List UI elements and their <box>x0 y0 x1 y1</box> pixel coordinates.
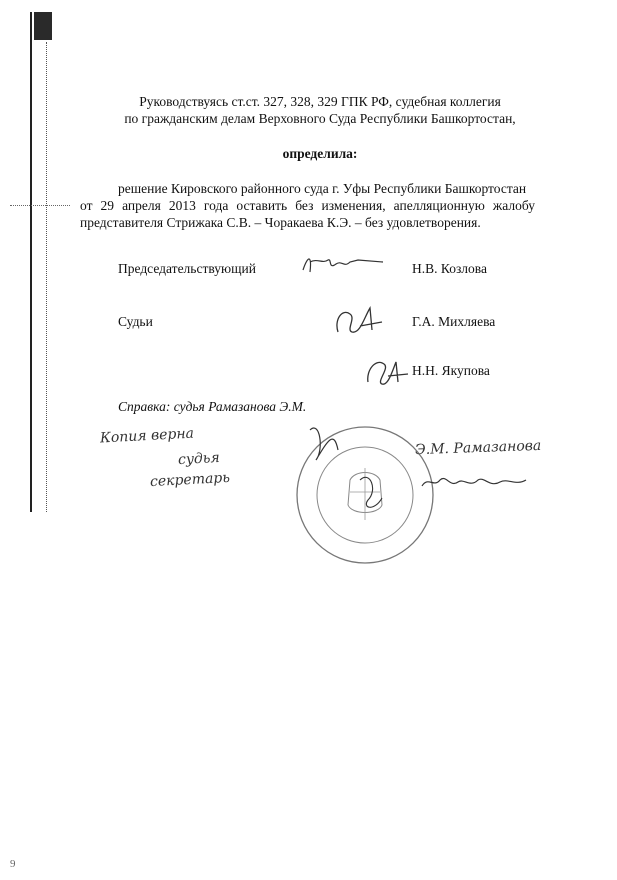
presiding-signature <box>298 250 388 280</box>
word: жалобу <box>492 198 535 213</box>
judge1-name: Г.А. Михляева <box>412 314 496 329</box>
word: апелляционную <box>393 198 485 213</box>
right-handwriting-2 <box>420 470 530 499</box>
word: года <box>203 198 229 213</box>
scan-artifact <box>10 205 70 212</box>
word: от <box>80 198 93 213</box>
word: изменения, <box>321 198 386 213</box>
certify-line-1: Копия верна <box>99 425 195 447</box>
certify-line-2: судья <box>177 449 221 469</box>
binding-margin <box>30 12 56 512</box>
decision-line-3: представителя Стрижака С.В. – Чоракаева К.Э. – без удовлетворения. <box>80 215 481 230</box>
word: апреля <box>122 198 161 213</box>
word: без <box>295 198 314 213</box>
intro-line-2: по гражданским делам Верховного Суда Республики Башкортостан, <box>124 111 516 126</box>
judge2-name: Н.Н. Якупова <box>412 363 490 378</box>
reference-note: Справка: судья Рамазанова Э.М. <box>118 399 307 414</box>
presiding-name: Н.В. Козлова <box>412 261 487 276</box>
word: 29 <box>100 198 115 213</box>
word: оставить <box>236 198 288 213</box>
judge1-signature <box>330 300 390 340</box>
judges-label: Судьи <box>118 314 153 329</box>
certify-line-3: секретарь <box>149 469 231 491</box>
word: 2013 <box>168 198 196 213</box>
decision-line-1: решение Кировского районного суда г. Уфы Республики Башкортостан <box>118 181 527 196</box>
decision-line-2 <box>80 197 535 214</box>
judge2-signature <box>362 352 412 390</box>
right-handwriting-1: Э.М. Рамазанова <box>414 437 542 459</box>
presiding-label: Председательствующий <box>118 261 256 276</box>
page-number: 9 <box>10 858 16 870</box>
intro-line-1: Руководствуясь ст.ст. 327, 328, 329 ГПК РФ, судебная коллегия <box>139 94 501 109</box>
ruling-heading: определила: <box>282 146 358 161</box>
